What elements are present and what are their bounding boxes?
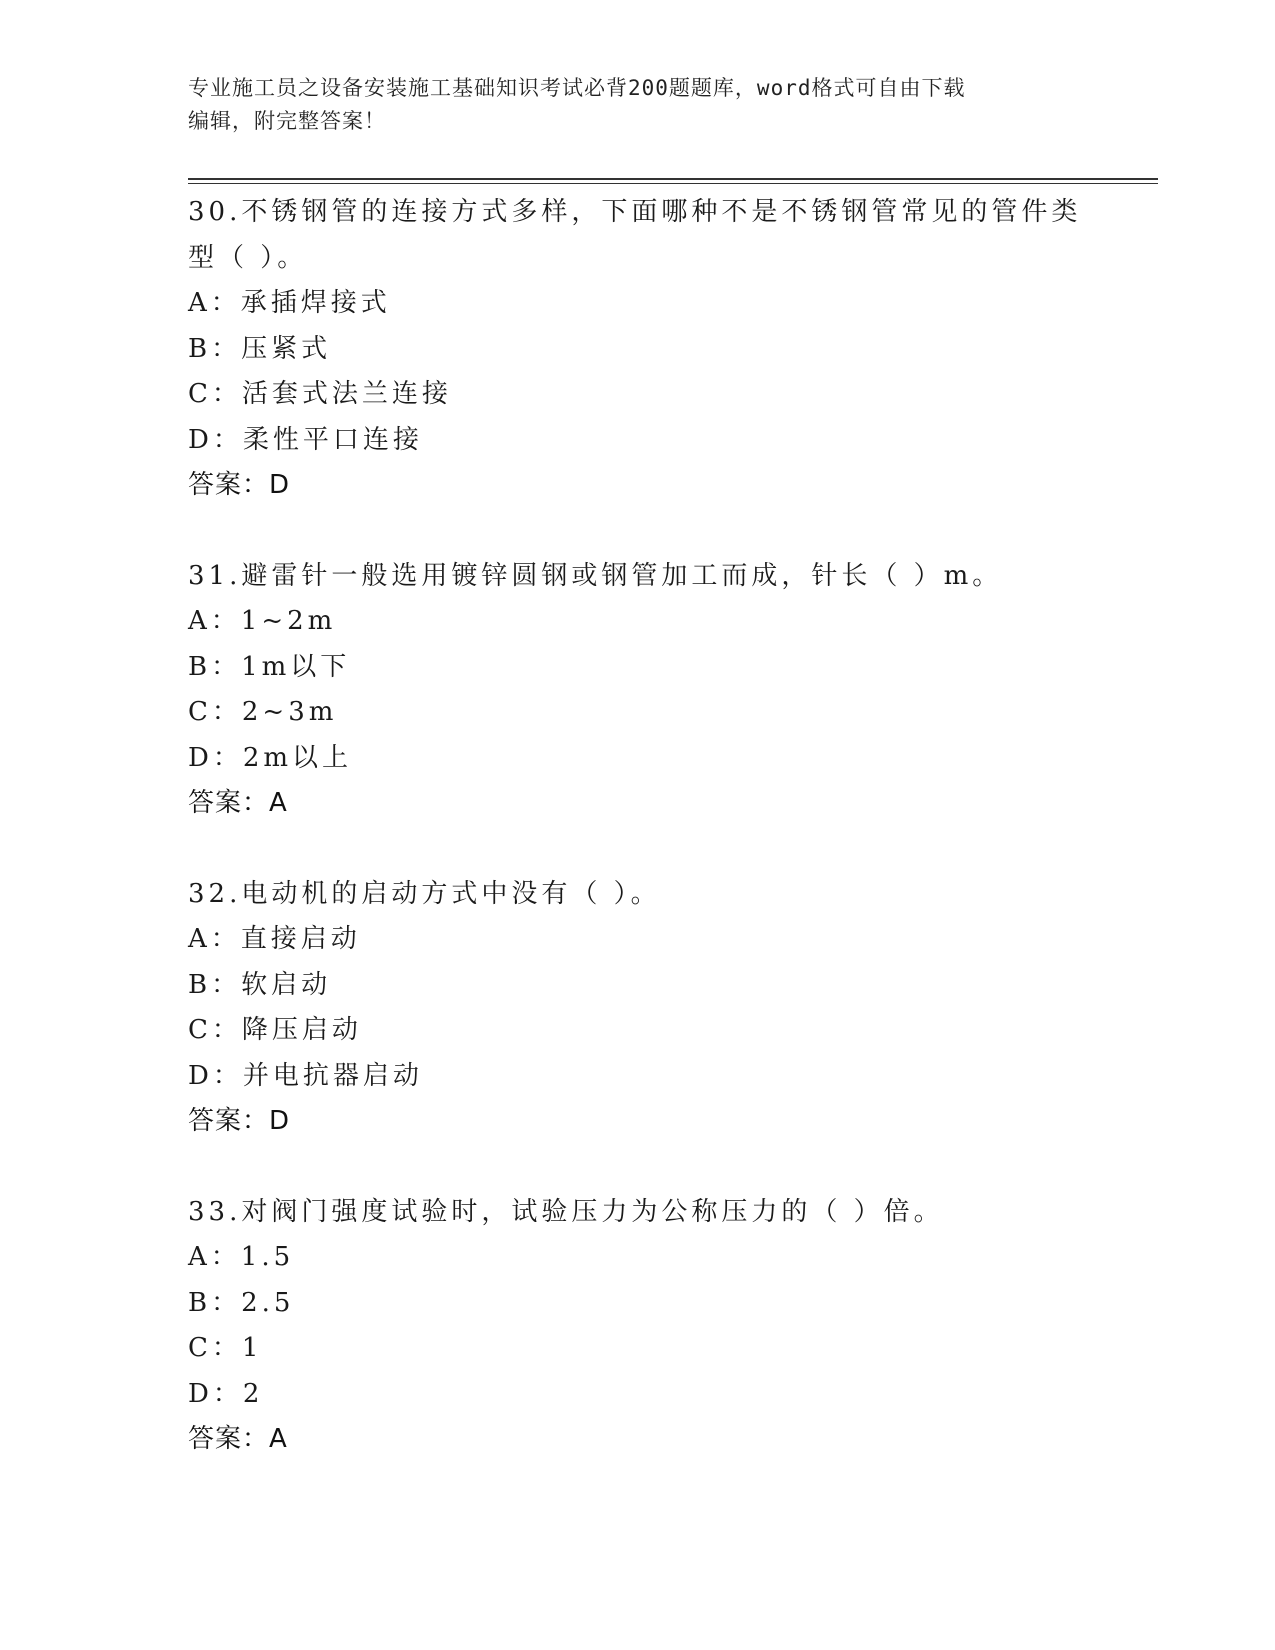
option-b: B：2.5 [188, 1287, 295, 1318]
option-d: D：2 [188, 1378, 264, 1409]
option-c: C：活套式法兰连接 [188, 379, 452, 409]
option-a: A：承插焊接式 [188, 288, 391, 318]
option-a: A：1~2m [188, 606, 337, 636]
option-a: A：1.5 [188, 1242, 295, 1272]
option-d: D：柔性平口连接 [188, 424, 423, 455]
option-b: B：软启动 [188, 969, 332, 1000]
option-c: C：2~3m [188, 697, 338, 727]
option-d: D：2m以上 [188, 742, 353, 773]
question-stem: 30.不锈钢管的连接方式多样，下面哪种不是不锈钢管常见的管件类型（ ）。 [188, 197, 1082, 273]
option-b: B：1m以下 [188, 651, 351, 682]
question-stem: 33.对阀门强度试验时，试验压力为公称压力的（ ）倍。 [188, 1196, 944, 1227]
header-divider-thin [188, 183, 1158, 184]
question-31 [188, 554, 1148, 827]
question-stem: 32.电动机的启动方式中没有（ ）。 [188, 878, 661, 909]
document-header [188, 72, 1088, 138]
answer-label: 答案：D [188, 1106, 291, 1136]
answer-label: 答案：A [188, 1424, 288, 1454]
option-c: C：降压启动 [188, 1015, 362, 1045]
question-32 [188, 872, 1148, 1145]
answer-label: 答案：D [188, 470, 291, 500]
answer-label: 答案：A [188, 788, 288, 818]
question-33 [188, 1190, 1148, 1463]
header-line-1: 专业施工员之设备安装施工基础知识考试必背200题题库，word格式可自由下载 [188, 76, 966, 100]
header-line-2: 编辑，附完整答案！ [188, 109, 386, 133]
option-a: A：直接启动 [188, 924, 361, 954]
question-stem: 31.避雷针一般选用镀锌圆钢或钢管加工而成，针长（ ）m。 [188, 560, 1003, 591]
header-divider-thick [188, 178, 1158, 180]
question-30 [188, 190, 1148, 509]
option-c: C：1 [188, 1333, 263, 1363]
question-list [188, 190, 1148, 1508]
option-b: B：压紧式 [188, 333, 332, 364]
option-d: D：并电抗器启动 [188, 1060, 423, 1091]
